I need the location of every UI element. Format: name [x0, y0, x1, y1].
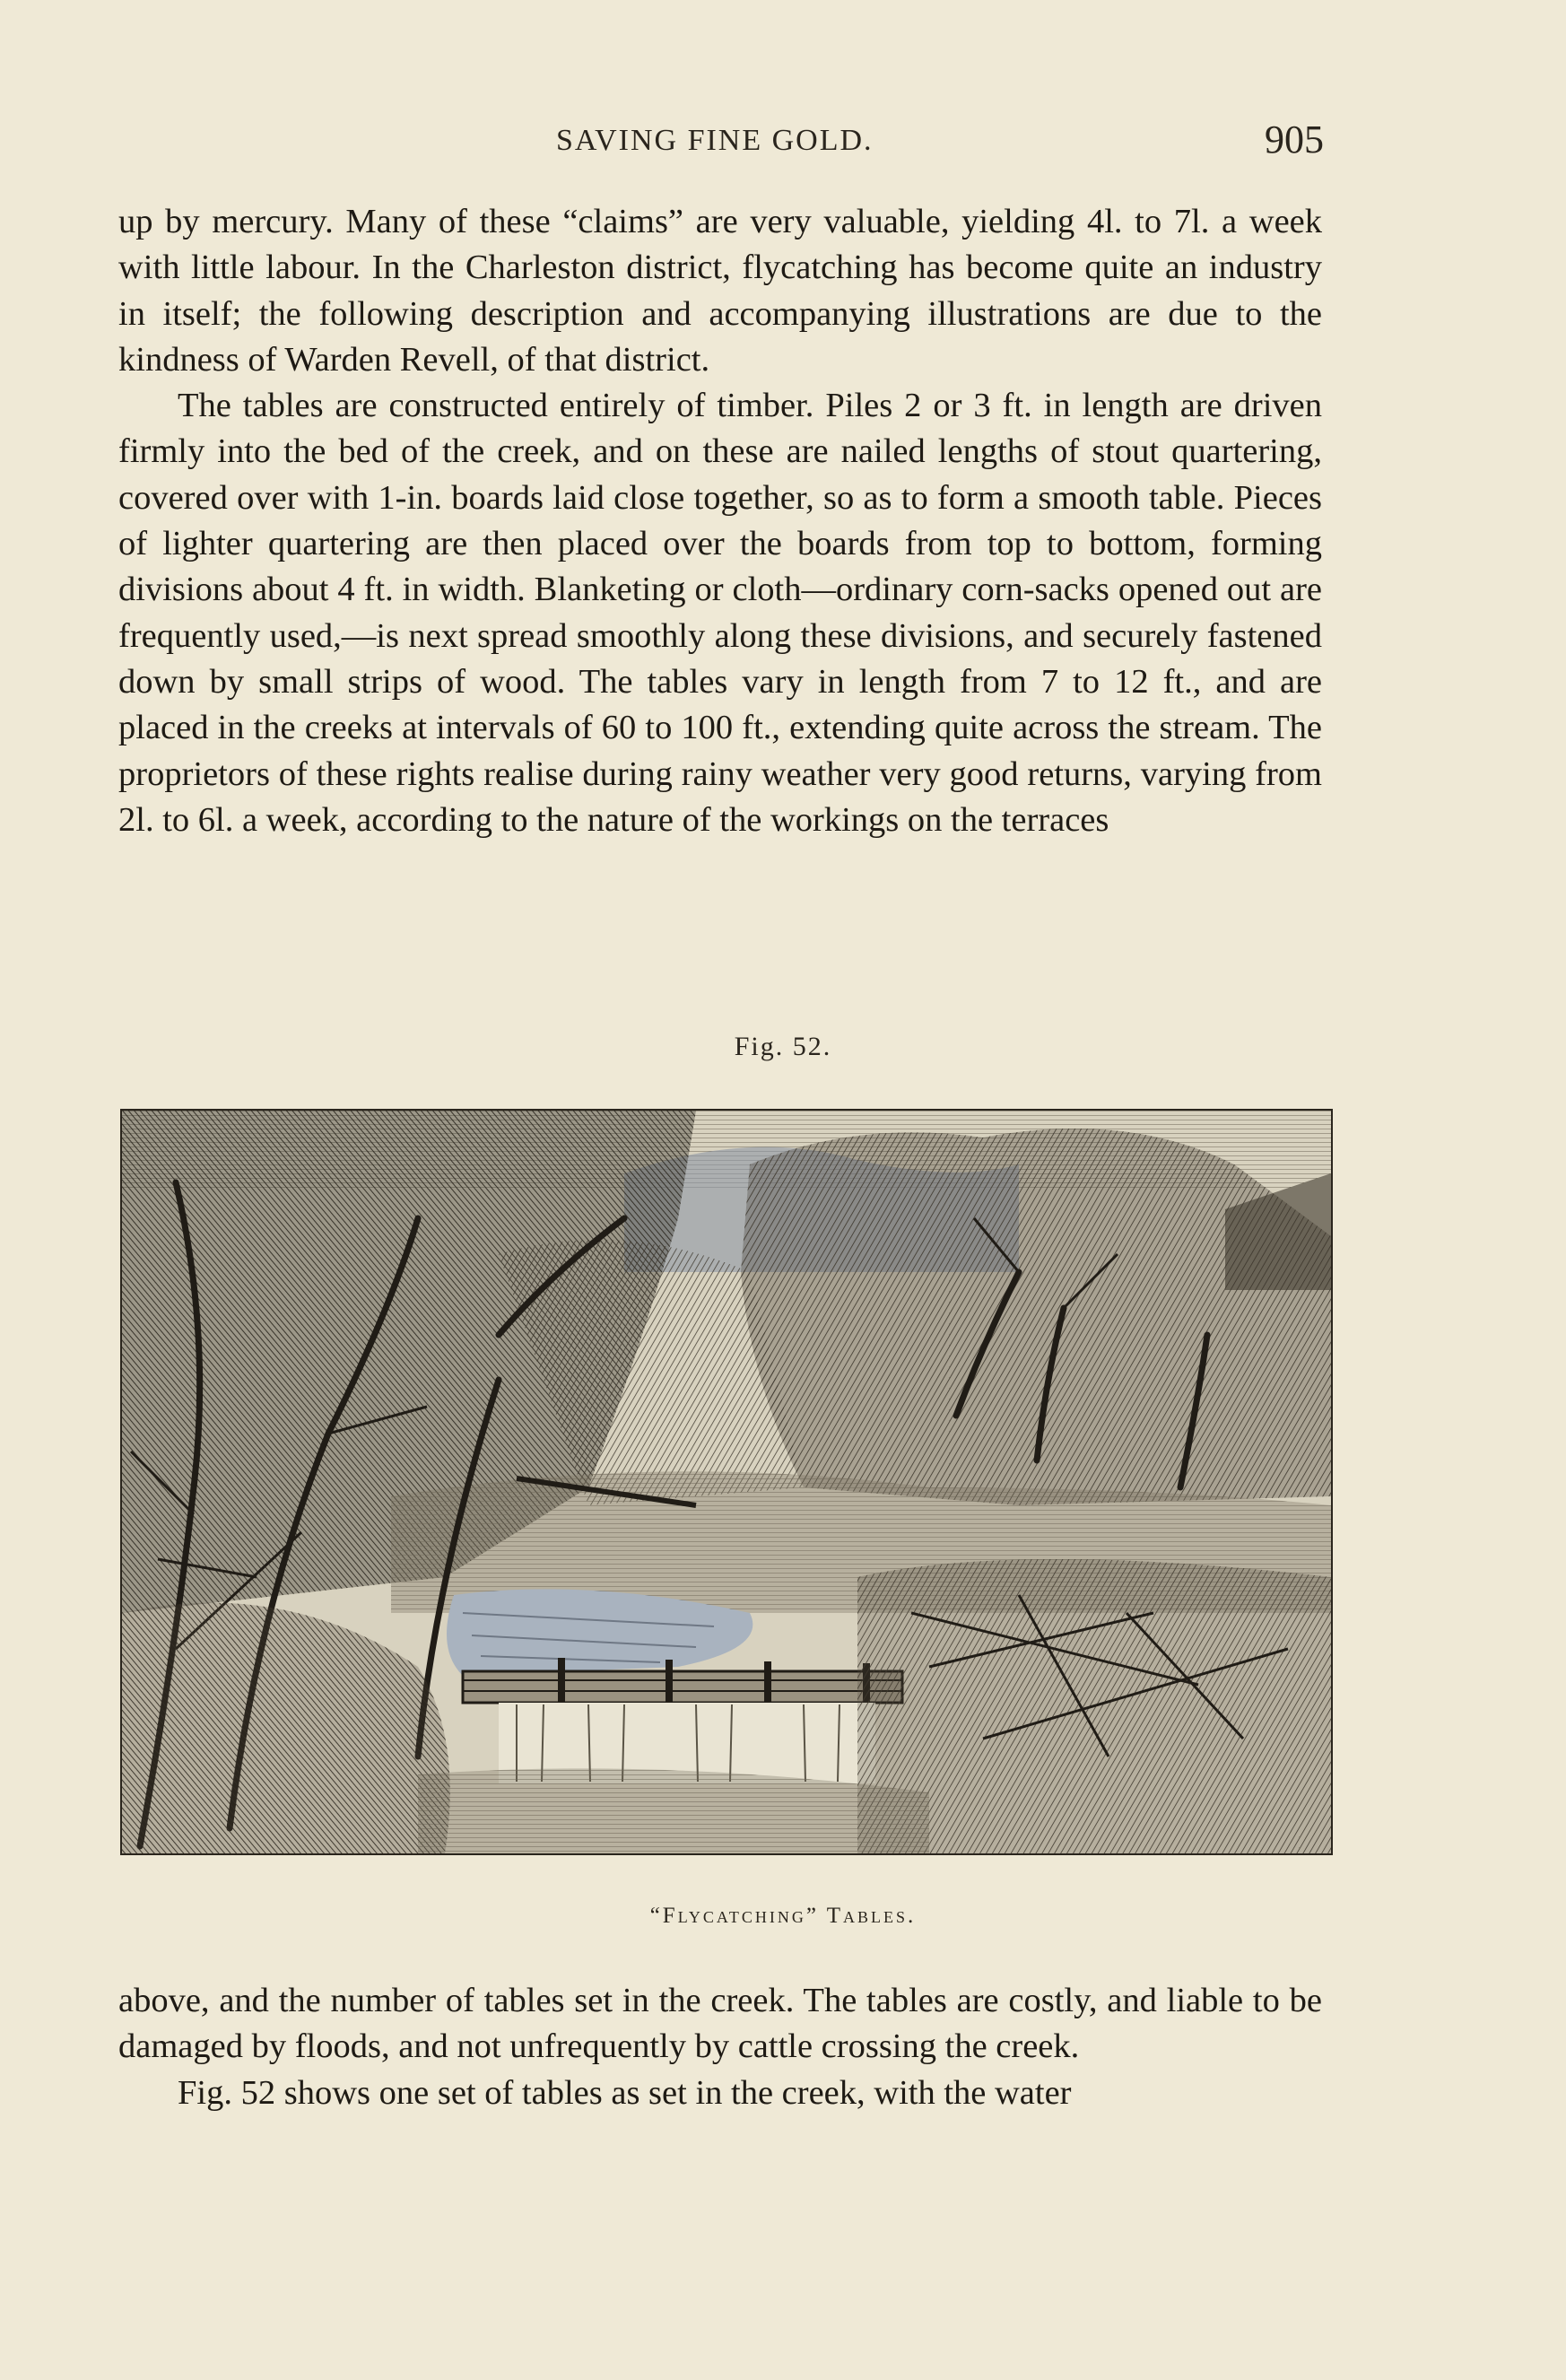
- paragraph-3: above, and the number of tables set in the creek. The tables are costly, and liable to be damaged by floods, and not unfrequently by cattle crossing the creek.: [118, 1982, 1322, 2066]
- upper-text: [118, 199, 1322, 843]
- lower-text: [118, 1978, 1322, 2116]
- page-number: 905: [1265, 118, 1324, 161]
- paragraph-4: Fig. 52 shows one set of tables as set in the creek, with the water: [178, 2073, 1072, 2112]
- engraving-drawing: [122, 1111, 1331, 1853]
- engraving-illustration: [120, 1109, 1333, 1855]
- figure-caption: “Flycatching” Tables.: [649, 1904, 917, 1928]
- running-head: [0, 117, 1566, 170]
- paragraph-1: up by mercury. Many of these “claims” are very valuable, yielding 4l. to 7l. a week with little labour. In the Charleston district, flycatching has become quite an industry in itself; the following description and accompanying illustrations are due to the kindness of Warden Revell, of that district.: [118, 203, 1322, 379]
- figure-label: Fig. 52.: [734, 1032, 832, 1061]
- paragraph-2: The tables are constructed entirely of timber. Piles 2 or 3 ft. in length are driven firmly into the bed of the creek, and on these are nailed lengths of stout quartering, covered over with 1-in. boards laid close together, so as to form a smooth table. Pieces of lighter quartering are then placed over the boards from top to bottom, forming divisions about 4 ft. in width. Blanketing or cloth—ordinary corn-sacks opened out are frequently used,—is next spread smoothly along these divisions, and securely fastened down by small strips of wood. The tables vary in length from 7 to 12 ft., and are placed in the creeks at intervals of 60 to 100 ft., extending quite across the stream. The proprietors of these rights realise during rainy weather very good returns, varying from 2l. to 6l. a week, according to the nature of the workings on the terraces: [118, 387, 1322, 839]
- running-head-title: SAVING FINE GOLD.: [556, 124, 874, 157]
